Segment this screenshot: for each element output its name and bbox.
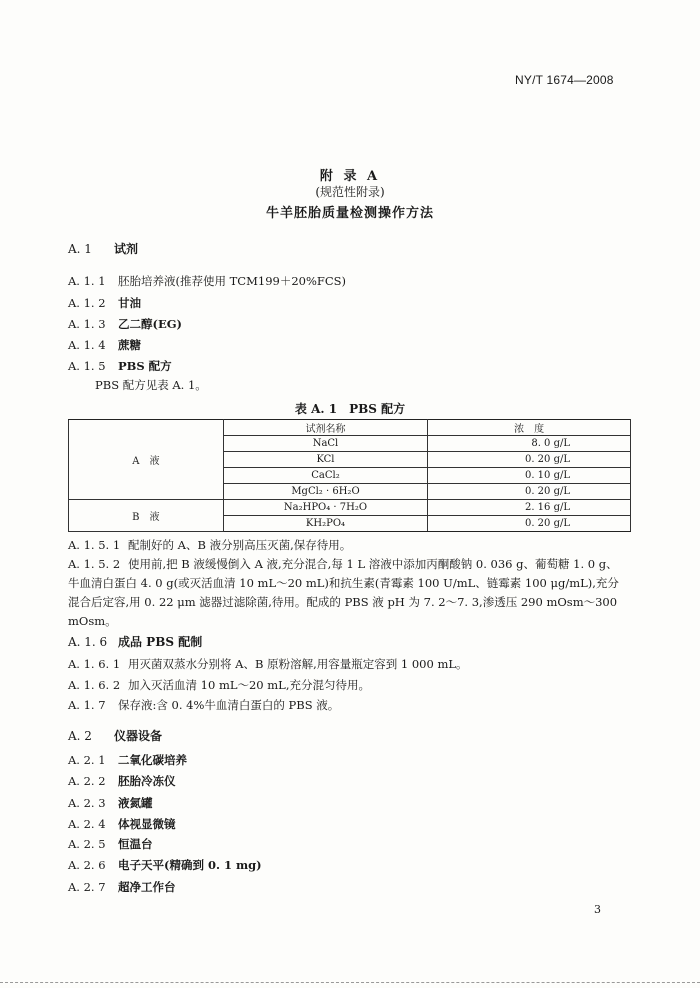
item-number: A. 2. 4 xyxy=(68,817,106,831)
section-a1 xyxy=(68,240,138,257)
item-text: 加入灭活血清 10 mL～20 mL,充分混匀待用。 xyxy=(128,678,370,692)
item-a27 xyxy=(68,879,176,895)
appendix-title: 附 录 A xyxy=(319,169,381,184)
item-number: A. 2. 3 xyxy=(68,796,106,810)
item-a21 xyxy=(68,752,187,768)
item-text: 蔗糖 xyxy=(118,338,141,352)
pbs-table xyxy=(68,419,631,532)
appendix-nature: (规范性附录) xyxy=(315,185,385,199)
item-text: 液氮罐 xyxy=(118,796,153,810)
item-text: 甘油 xyxy=(118,296,141,310)
item-number: A. 1. 2 xyxy=(68,296,106,310)
item-number: A. 1. 5 xyxy=(68,359,106,373)
item-number: A. 1. 5. 2 xyxy=(68,557,121,571)
item-number: A. 2. 6 xyxy=(68,858,106,872)
item-a16 xyxy=(68,633,202,650)
table-caption: 表 A. 1 PBS 配方 xyxy=(294,402,406,416)
reagent-name: KCl xyxy=(223,452,428,468)
item-a24 xyxy=(68,816,176,832)
header-conc: 浓 度 xyxy=(428,420,631,436)
header-name: 试剂名称 xyxy=(223,420,428,436)
item-a161 xyxy=(68,656,468,672)
item-text: 用灭菌双蒸水分别将 A、B 原粉溶解,用容量瓶定容到 1 000 mL。 xyxy=(128,657,468,671)
item-number: A. 1. 6 xyxy=(68,635,108,649)
section-number: A. 1 xyxy=(68,242,92,256)
item-text: PBS 配方 xyxy=(118,359,172,373)
item-number: A. 1. 6. 1 xyxy=(68,657,121,671)
item-number: A. 1. 5. 1 xyxy=(68,538,121,552)
group-b-cell: B 液 xyxy=(69,500,224,532)
item-text: 使用前,把 B 液缓慢倒入 A 液,充分混合,每 1 L 溶液中添加丙酮酸钠 0. 036 g、葡萄糖 1. 0 g、牛血清白蛋白 4. 0 g(或灭活血清 10 mL～20 mL)和抗生素(青霉素 100 U/mL、链霉素 100 μg/mL),充分混合后定容,用 0. 22 μm 滤器过滤除菌,待用。配成的 PBS 液 pH 为 7. 2～7. 3,渗透压 290 mOsm～300 mOsm。 xyxy=(68,557,619,628)
item-a26 xyxy=(68,857,262,873)
item-a13 xyxy=(68,316,182,332)
reagent-conc: 8. 0 g/L xyxy=(428,436,631,452)
item-a152 xyxy=(68,555,628,631)
item-a14 xyxy=(68,337,141,353)
item-a23 xyxy=(68,795,153,811)
pbs-note: PBS 配方见表 A. 1。 xyxy=(95,378,207,392)
item-number: A. 2. 7 xyxy=(68,880,106,894)
item-text: 成品 PBS 配制 xyxy=(118,635,203,649)
section-title: 试剂 xyxy=(114,242,139,256)
item-number: A. 2. 2 xyxy=(68,774,106,788)
item-text: 保存液:含 0. 4%牛血清白蛋白的 PBS 液。 xyxy=(118,698,340,712)
reagent-name: CaCl₂ xyxy=(223,468,428,484)
reagent-name: MgCl₂ · 6H₂O xyxy=(223,484,428,500)
reagent-conc: 2. 16 g/L xyxy=(428,500,631,516)
item-text: 胚胎培养液(推荐使用 TCM199＋20%FCS) xyxy=(118,274,347,288)
item-a11 xyxy=(68,273,346,289)
section-title: 仪器设备 xyxy=(114,729,163,743)
standard-code: NY/T 1674—2008 xyxy=(515,73,614,87)
item-text: 二氧化碳培养 xyxy=(118,753,187,767)
item-text: 乙二醇(EG) xyxy=(118,317,182,331)
item-a12 xyxy=(68,295,141,311)
item-a25 xyxy=(68,836,153,852)
reagent-name: Na₂HPO₄ · 7H₂O xyxy=(223,500,428,516)
item-a162 xyxy=(68,677,370,693)
item-number: A. 1. 4 xyxy=(68,338,106,352)
reagent-conc: 0. 20 g/L xyxy=(428,452,631,468)
item-text: 超净工作台 xyxy=(118,880,176,894)
reagent-name: NaCl xyxy=(223,436,428,452)
item-number: A. 1. 1 xyxy=(68,274,106,288)
item-number: A. 2. 5 xyxy=(68,837,106,851)
reagent-name: KH₂PO₄ xyxy=(223,516,428,532)
item-a17 xyxy=(68,697,339,713)
page-number: 3 xyxy=(594,903,601,916)
table-header-row xyxy=(69,420,631,436)
item-a15 xyxy=(68,358,172,374)
item-number: A. 1. 6. 2 xyxy=(68,678,121,692)
item-number: A. 2. 1 xyxy=(68,753,106,767)
item-a151 xyxy=(68,537,351,553)
item-number: A. 1. 7 xyxy=(68,698,106,712)
section-number: A. 2 xyxy=(68,729,92,743)
group-a-cell: A 液 xyxy=(69,420,224,500)
item-number: A. 1. 3 xyxy=(68,317,106,331)
item-text: 体视显微镜 xyxy=(118,817,176,831)
scan-edge-divider xyxy=(0,982,700,983)
reagent-conc: 0. 20 g/L xyxy=(428,484,631,500)
table-row xyxy=(69,500,631,516)
item-text: 恒温台 xyxy=(118,837,153,851)
section-a2 xyxy=(68,727,162,744)
appendix-name: 牛羊胚胎质量检测操作方法 xyxy=(265,206,434,221)
item-text: 电子天平(精确到 0. 1 mg) xyxy=(118,858,262,872)
item-text: 胚胎冷冻仪 xyxy=(118,774,176,788)
reagent-conc: 0. 10 g/L xyxy=(428,468,631,484)
item-a22 xyxy=(68,773,176,789)
item-text: 配制好的 A、B 液分别高压灭菌,保存待用。 xyxy=(128,538,352,552)
reagent-conc: 0. 20 g/L xyxy=(428,516,631,532)
